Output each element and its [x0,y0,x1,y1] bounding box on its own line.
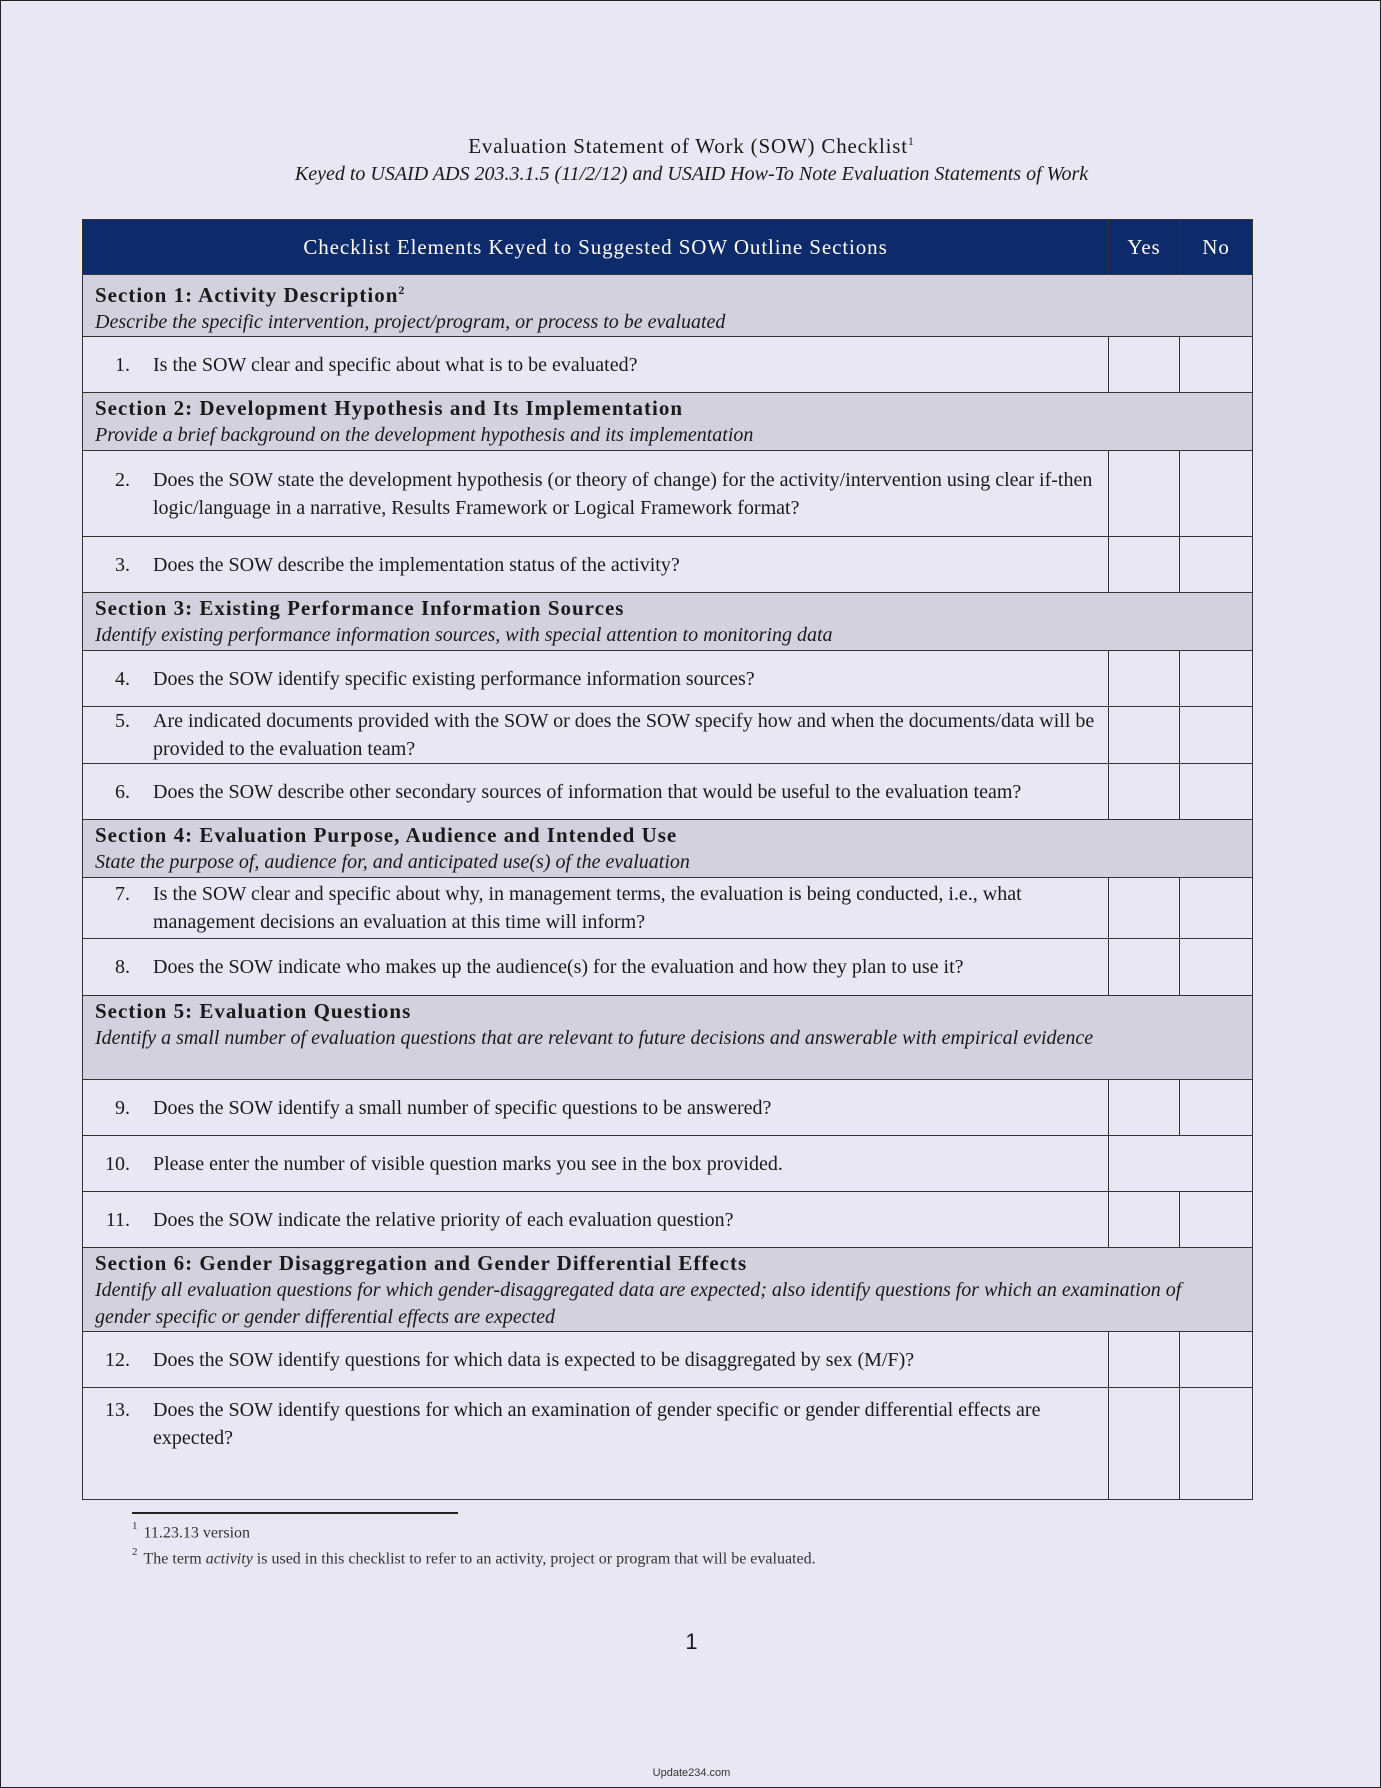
section-title: Section 2: Development Hypothesis and Its Implementation [95,396,684,420]
yes-checkbox-8[interactable] [1109,939,1180,996]
no-checkbox-4[interactable] [1180,651,1253,707]
question-row-5 [83,707,1253,764]
column-header-no: No [1180,220,1253,275]
yes-checkbox-3[interactable] [1109,537,1180,593]
yes-checkbox-6[interactable] [1109,764,1180,820]
question-number: 3. [115,553,130,576]
question-text: Does the SOW identify a small number of specific questions to be answered? [153,1096,772,1119]
table-header-row [83,220,1253,275]
checklist-table [82,219,1253,1500]
question-text: Please enter the number of visible question marks you see in the box provided. [153,1152,783,1175]
question-number: 5. [115,710,130,732]
question-text: Is the SOW clear and specific about what is to be evaluated? [153,353,638,376]
no-checkbox-8[interactable] [1180,939,1253,996]
yes-checkbox-2[interactable] [1109,451,1180,537]
footnote-1 [132,1522,250,1542]
question-number: 2. [115,468,130,491]
section-row-3 [83,593,1253,651]
question-number: 13. [105,1399,130,1421]
no-checkbox-6[interactable] [1180,764,1253,820]
no-checkbox-3[interactable] [1180,537,1253,593]
section-description: Identify a small number of evaluation questions that are relevant to future decisions and answerable with empirical evidence [95,1027,1094,1049]
document-subtitle: Keyed to USAID ADS 203.3.1.5 (11/2/12) and USAID How-To Note Evaluation Statements of Work [294,163,1089,185]
question-text: Does the SOW identify questions for which an examination of gender specific or gender differential effects are expected? [153,1399,1041,1449]
title-footnote-marker: 1 [907,134,915,148]
section-row-6 [83,1248,1253,1332]
yes-checkbox-5[interactable] [1109,707,1180,764]
question-row-2 [83,451,1253,537]
question-number: 10. [105,1152,130,1175]
footnote-marker: 1 [132,1520,138,1532]
column-header-yes: Yes [1109,220,1180,275]
footnote-marker: 2 [132,1546,138,1558]
question-text: Does the SOW describe other secondary sources of information that would be useful to the evaluation team? [153,780,1022,803]
question-number: 7. [115,883,130,905]
section-row-1 [83,275,1253,337]
question-text: Are indicated documents provided with the SOW or does the SOW specify how and when the documents/data will be provided to the evaluation team? [153,710,1095,760]
yes-checkbox-9[interactable] [1109,1080,1180,1136]
question-row-13 [83,1388,1253,1500]
section-title: Section 5: Evaluation Questions [95,999,412,1023]
question-row-6 [83,764,1253,820]
question-text: Is the SOW clear and specific about why, in management terms, the evaluation is being conducted, i.e., what management decisions an evaluation at this time will inform? [153,883,1022,933]
question-row-9 [83,1080,1253,1136]
yes-checkbox-7[interactable] [1109,878,1180,939]
question-number: 4. [115,667,130,690]
yes-checkbox-4[interactable] [1109,651,1180,707]
section-row-2 [83,393,1253,451]
section-description: Provide a brief background on the development hypothesis and its implementation [95,424,754,446]
section-title: Section 1: Activity Description$^2$ [95,283,406,307]
footnote-divider [132,1512,458,1514]
no-checkbox-7[interactable] [1180,878,1253,939]
section-row-4 [83,820,1253,878]
yes-checkbox-11[interactable] [1109,1192,1180,1248]
question-number: 9. [115,1096,130,1119]
footnote-2: $^2$ The term activity is used in this checklist to refer to an activity, project or program that will be evaluated. [132,1546,816,1568]
answer-input-box-10[interactable] [1109,1136,1253,1192]
no-checkbox-13[interactable] [1180,1388,1253,1500]
question-number: 11. [105,1208,130,1231]
no-checkbox-11[interactable] [1180,1192,1253,1248]
section-description: State the purpose of, audience for, and anticipated use(s) of the evaluation [95,851,690,873]
page-number: 1 [685,1629,698,1654]
question-row-3 [83,537,1253,593]
no-checkbox-1[interactable] [1180,337,1253,393]
question-row-8 [83,939,1253,996]
question-row-12 [83,1332,1253,1388]
column-header-elements: Checklist Elements Keyed to Suggested SOW Outline Sections [83,220,1109,275]
question-text: Does the SOW indicate who makes up the audience(s) for the evaluation and how they plan to use it? [153,956,964,978]
footnote-text: 11.23.13 version [143,1524,251,1542]
question-number: 6. [115,780,130,803]
question-text: Does the SOW indicate the relative priority of each evaluation question? [153,1208,734,1231]
section-title: Section 6: Gender Disaggregation and Gender Differential Effects [95,1251,748,1275]
section-description: Describe the specific intervention, project/program, or process to be evaluated [95,311,726,333]
question-row-7 [83,878,1253,939]
document-title: Evaluation Statement of Work (SOW) Checklist$^1$ [468,134,915,158]
no-checkbox-9[interactable] [1180,1080,1253,1136]
footnote-emphasis: activity [205,1550,253,1568]
no-checkbox-5[interactable] [1180,707,1253,764]
question-number: 12. [105,1348,130,1371]
no-checkbox-12[interactable] [1180,1332,1253,1388]
question-row-4 [83,651,1253,707]
question-text: Does the SOW state the development hypothesis (or theory of change) for the activity/intervention using clear if-then logic/language in a narrative, Results Framework or Logical Framework format? [153,468,1093,519]
question-text: Does the SOW describe the implementation status of the activity? [153,553,680,576]
question-text: Does the SOW identify questions for which data is expected to be disaggregated by sex (M/F)? [153,1348,915,1371]
question-text: Does the SOW identify specific existing performance information sources? [153,667,755,690]
section-description: Identify existing performance information sources, with special attention to monitoring data [95,624,833,646]
yes-checkbox-12[interactable] [1109,1332,1180,1388]
section-title: Section 4: Evaluation Purpose, Audience and Intended Use [95,823,678,847]
question-row-1 [83,337,1253,393]
section-description: Identify all evaluation questions for which gender-disaggregated data are expected; also identify questions for which an examination of gender specific or gender differential effects are expected [95,1279,1182,1328]
question-number: 8. [115,956,130,978]
no-checkbox-2[interactable] [1180,451,1253,537]
section-title: Section 3: Existing Performance Information Sources [95,596,625,620]
watermark: Update234.com [652,1767,731,1779]
yes-checkbox-1[interactable] [1109,337,1180,393]
yes-checkbox-13[interactable] [1109,1388,1180,1500]
question-number: 1. [115,353,130,376]
section-row-5 [83,996,1253,1080]
question-row-10 [83,1136,1253,1192]
question-row-11 [83,1192,1253,1248]
section-footnote-marker: 2 [398,283,406,297]
